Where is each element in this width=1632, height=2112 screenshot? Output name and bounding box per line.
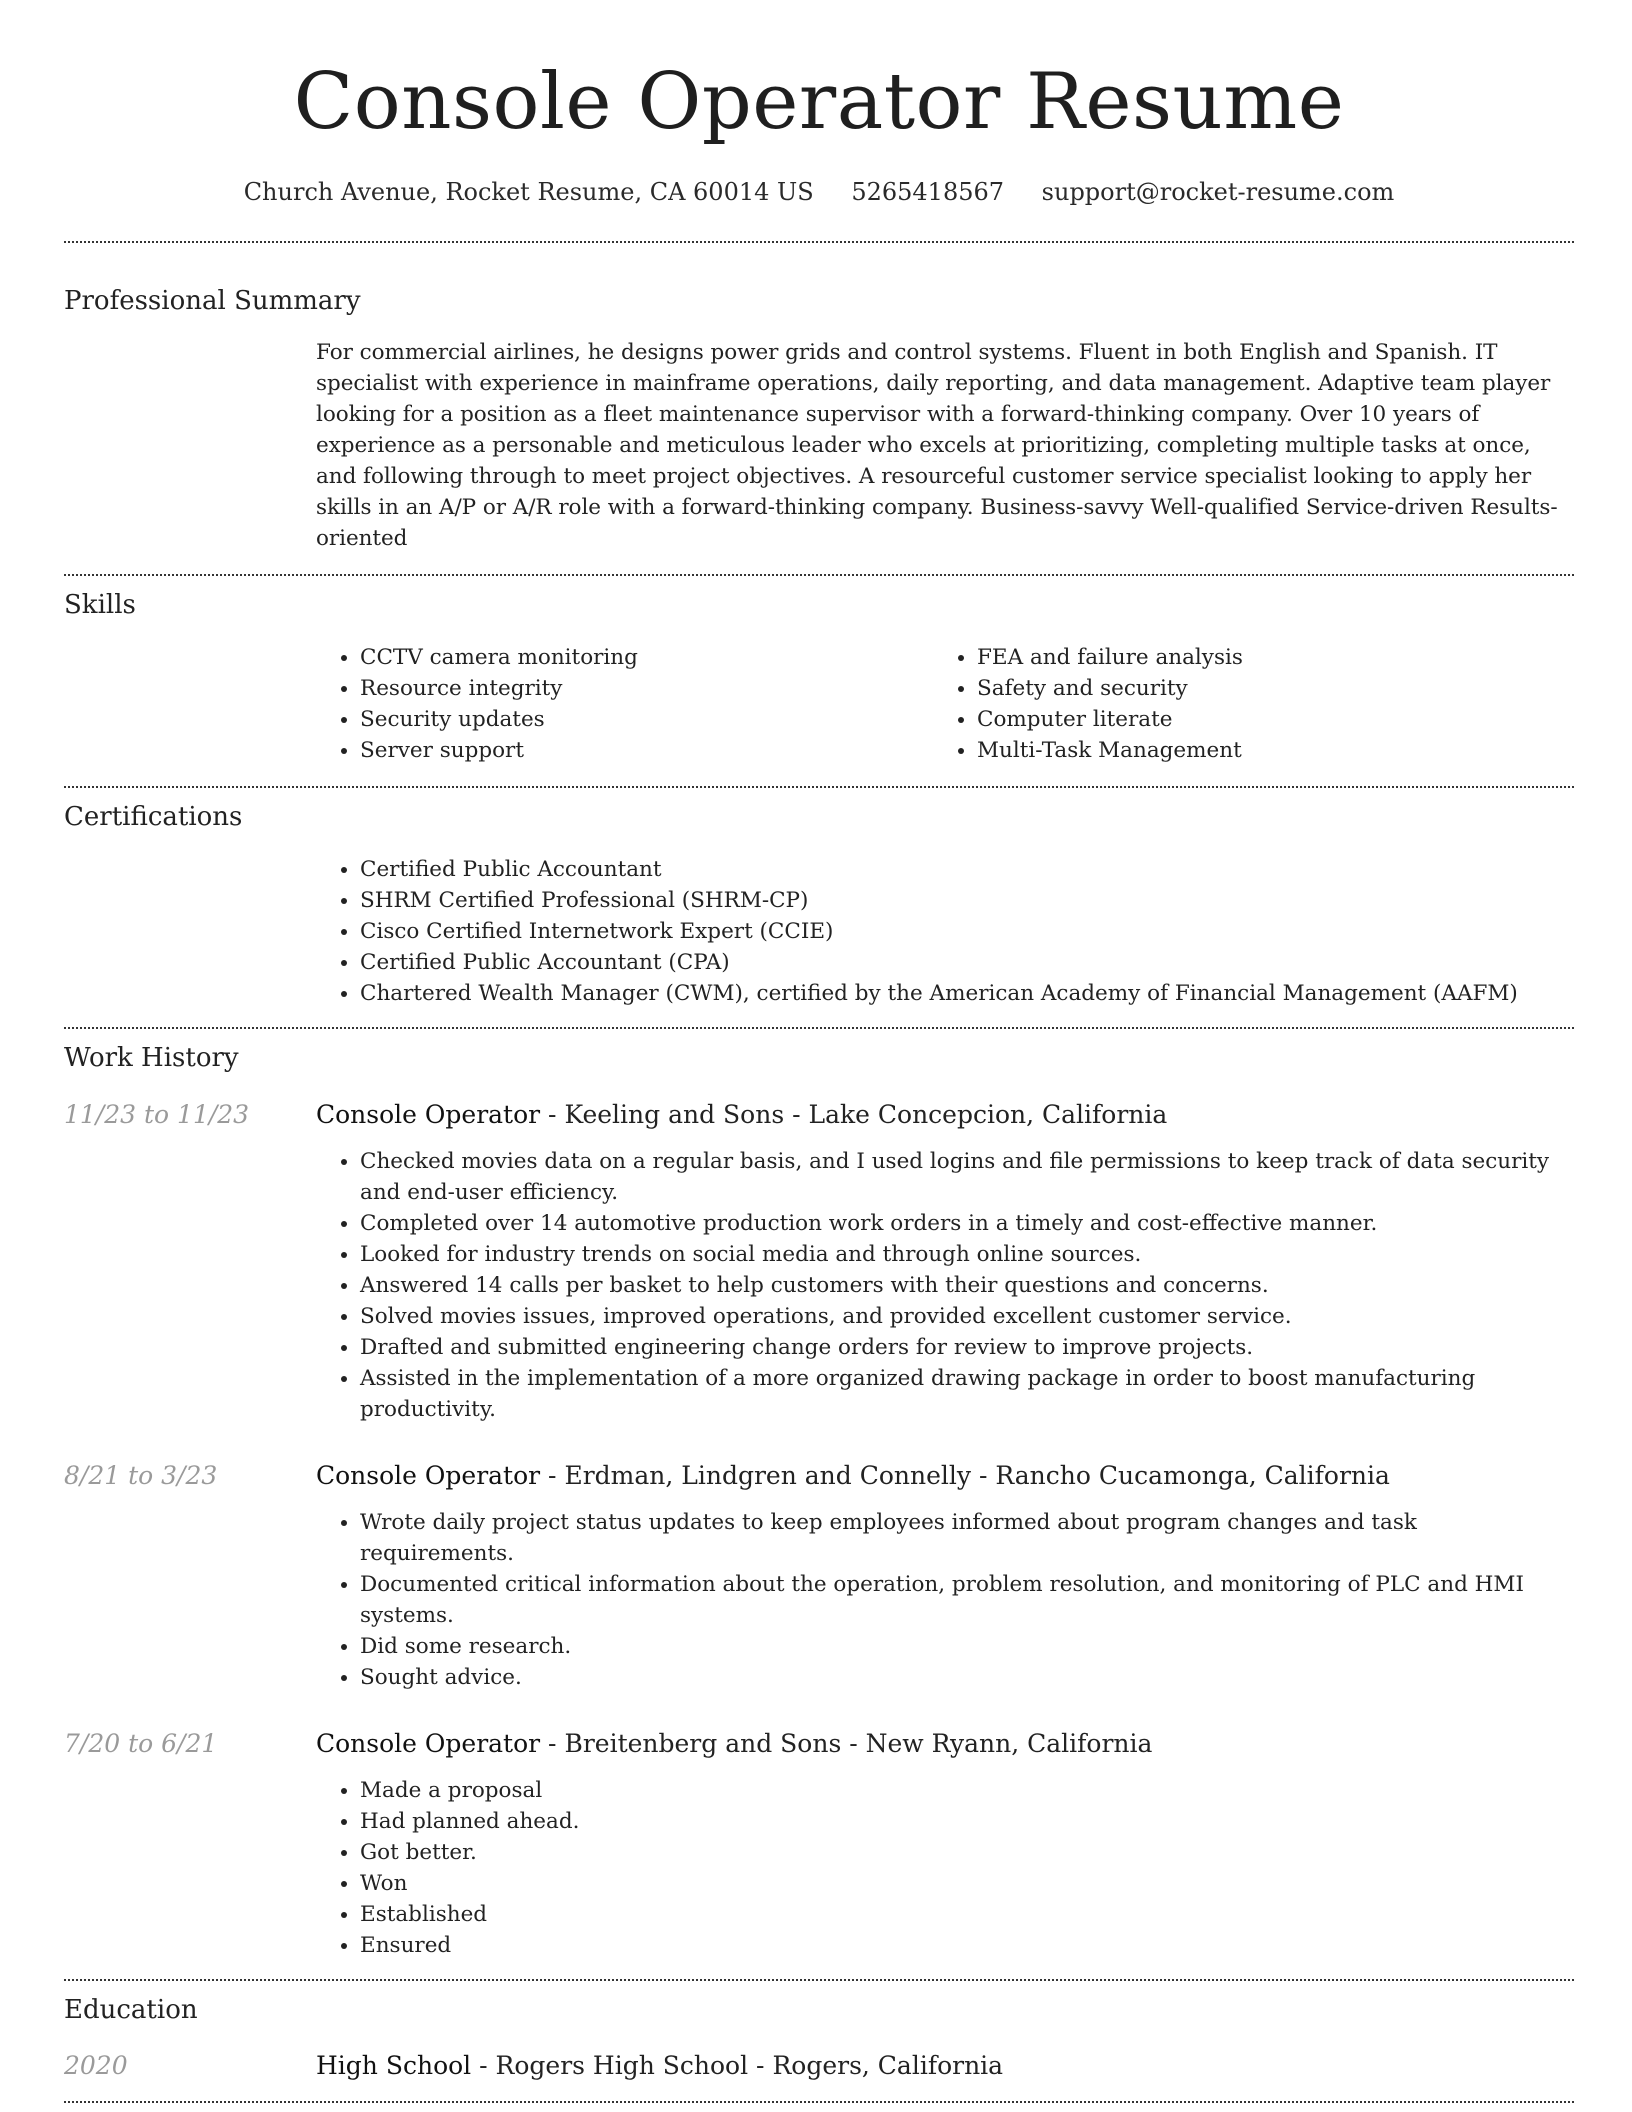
certification-item: • Chartered Wealth Manager (CWM), certified by the American Academy of Financial Management (AAFM) bbox=[360, 978, 1574, 1009]
certification-item: • SHRM Certified Professional (SHRM-CP) bbox=[360, 885, 1574, 916]
job-role: Console Operator bbox=[316, 1100, 541, 1129]
job-company: - Breitenberg and Sons - New Ryann, California bbox=[540, 1729, 1153, 1758]
job-entry bbox=[64, 1459, 1574, 1693]
certification-item: • Cisco Certified Internetwork Expert (CCIE) bbox=[360, 916, 1574, 947]
skill-item: • Safety and security bbox=[977, 673, 1550, 704]
skills-list-right bbox=[933, 642, 1550, 766]
job-bullet: • Made a proposal bbox=[360, 1775, 1574, 1806]
job-bullet: • Established bbox=[360, 1899, 1574, 1930]
skill-item: • Computer literate bbox=[977, 704, 1550, 735]
job-bullet: • Got better. bbox=[360, 1837, 1574, 1868]
job-company: - Keeling and Sons - Lake Concepcion, California bbox=[540, 1100, 1168, 1129]
skill-item: • Resource integrity bbox=[360, 673, 933, 704]
job-role: Console Operator bbox=[316, 1729, 541, 1758]
job-bullet: • Wrote daily project status updates to keep employees informed about program changes and task requirements. bbox=[360, 1507, 1574, 1569]
skills-list-left bbox=[316, 642, 933, 766]
job-bullet: • Ensured bbox=[360, 1930, 1574, 1961]
education-school: - Rogers High School - Rogers, California bbox=[471, 2051, 1004, 2080]
divider bbox=[64, 241, 1574, 243]
divider bbox=[64, 574, 1574, 576]
resume-title: Console Operator Resume bbox=[293, 57, 1345, 147]
job-company: - Erdman, Lindgren and Connelly - Rancho Cucamonga, California bbox=[540, 1461, 1390, 1490]
contact-line bbox=[64, 176, 1574, 208]
job-title bbox=[316, 1727, 1152, 1761]
education-date: 2020 bbox=[64, 2051, 128, 2080]
job-header bbox=[64, 1727, 1574, 1761]
education-section bbox=[64, 1993, 1574, 2083]
job-bullet: • Answered 14 calls per basket to help customers with their questions and concerns. bbox=[360, 1270, 1574, 1301]
contact-address: Church Avenue, Rocket Resume, CA 60014 US bbox=[243, 178, 814, 206]
divider bbox=[64, 2101, 1574, 2103]
skill-item: • CCTV camera monitoring bbox=[360, 642, 933, 673]
job-bullet: • Sought advice. bbox=[360, 1662, 1574, 1693]
job-entry bbox=[64, 1098, 1574, 1425]
work-history-heading: Work History bbox=[64, 1043, 239, 1073]
job-bullet: • Documented critical information about the operation, problem resolution, and monitoring of PLC and HMI systems. bbox=[360, 1569, 1574, 1631]
job-bullet: • Won bbox=[360, 1868, 1574, 1899]
contact-phone: 5265418567 bbox=[851, 178, 1005, 206]
job-header bbox=[64, 1098, 1574, 1132]
job-bullet: • Had planned ahead. bbox=[360, 1806, 1574, 1837]
job-title bbox=[316, 1098, 1167, 1132]
skill-item: • Multi-Task Management bbox=[977, 735, 1550, 766]
job-bullet: • Looked for industry trends on social media and through online sources. bbox=[360, 1239, 1574, 1270]
job-date: 11/23 to 11/23 bbox=[64, 1100, 250, 1129]
job-bullet: • Checked movies data on a regular basis, and I used logins and file permissions to keep track of data security and end-user efficiency. bbox=[360, 1146, 1574, 1208]
job-bullet: • Assisted in the implementation of a more organized drawing package in order to boost manufacturing productivity. bbox=[360, 1363, 1574, 1425]
job-bullet: • Solved movies issues, improved operations, and provided excellent customer service. bbox=[360, 1301, 1574, 1332]
job-role: Console Operator bbox=[316, 1461, 541, 1490]
resume-page bbox=[64, 0, 1574, 2103]
certification-item: • Certified Public Accountant (CPA) bbox=[360, 947, 1574, 978]
job-bullets bbox=[316, 1146, 1574, 1425]
job-entry bbox=[64, 1727, 1574, 1961]
certifications-heading: Certifications bbox=[64, 802, 243, 832]
job-bullets bbox=[316, 1507, 1574, 1693]
summary-text: For commercial airlines, he designs power grids and control systems. Fluent in both English and Spanish. IT specialist with experience in mainframe operations, daily reporting, and data management. Adaptive team player looking for a position as a fleet maintenance supervisor with a forward-thinking company. Over 10 years of experience as a personable and meticulous leader who excels at prioritizing, completing multiple tasks at once, and following through to meet project objectives. A resourceful customer service specialist looking to apply her skills in an A/P or A/R role with a forward-thinking company. Business-savvy Well-qualified Service-driven Results-oriented bbox=[316, 340, 1558, 551]
job-bullets bbox=[316, 1775, 1574, 1961]
summary-content bbox=[316, 337, 1574, 554]
certifications-list bbox=[316, 854, 1574, 1009]
job-bullet: • Completed over 14 automotive production work orders in a timely and cost-effective manner. bbox=[360, 1208, 1574, 1239]
certifications-section bbox=[64, 800, 1574, 1009]
job-date: 8/21 to 3/23 bbox=[64, 1461, 218, 1490]
job-date: 7/20 to 6/21 bbox=[64, 1729, 218, 1758]
divider bbox=[64, 1979, 1574, 1981]
education-title bbox=[316, 2049, 1003, 2083]
certifications-content bbox=[316, 854, 1574, 1009]
job-header bbox=[64, 1459, 1574, 1493]
education-heading: Education bbox=[64, 1995, 198, 2025]
work-history-section bbox=[64, 1041, 1574, 1961]
education-entry bbox=[64, 2049, 1574, 2083]
contact-email: support@rocket-resume.com bbox=[1041, 178, 1395, 206]
job-bullet: • Drafted and submitted engineering change orders for review to improve projects. bbox=[360, 1332, 1574, 1363]
divider bbox=[64, 1027, 1574, 1029]
divider bbox=[64, 786, 1574, 788]
summary-section bbox=[64, 284, 1574, 554]
job-details bbox=[316, 1146, 1574, 1425]
skills-heading: Skills bbox=[64, 590, 136, 620]
skills-grid bbox=[316, 642, 1574, 766]
skills-section bbox=[64, 588, 1574, 766]
job-details bbox=[316, 1507, 1574, 1693]
summary-heading: Professional Summary bbox=[64, 286, 361, 316]
education-degree: High School bbox=[316, 2051, 472, 2080]
job-bullet: • Did some research. bbox=[360, 1631, 1574, 1662]
skill-item: • FEA and failure analysis bbox=[977, 642, 1550, 673]
job-details bbox=[316, 1775, 1574, 1961]
job-title bbox=[316, 1459, 1390, 1493]
skill-item: • Server support bbox=[360, 735, 933, 766]
skill-item: • Security updates bbox=[360, 704, 933, 735]
certification-item: • Certified Public Accountant bbox=[360, 854, 1574, 885]
